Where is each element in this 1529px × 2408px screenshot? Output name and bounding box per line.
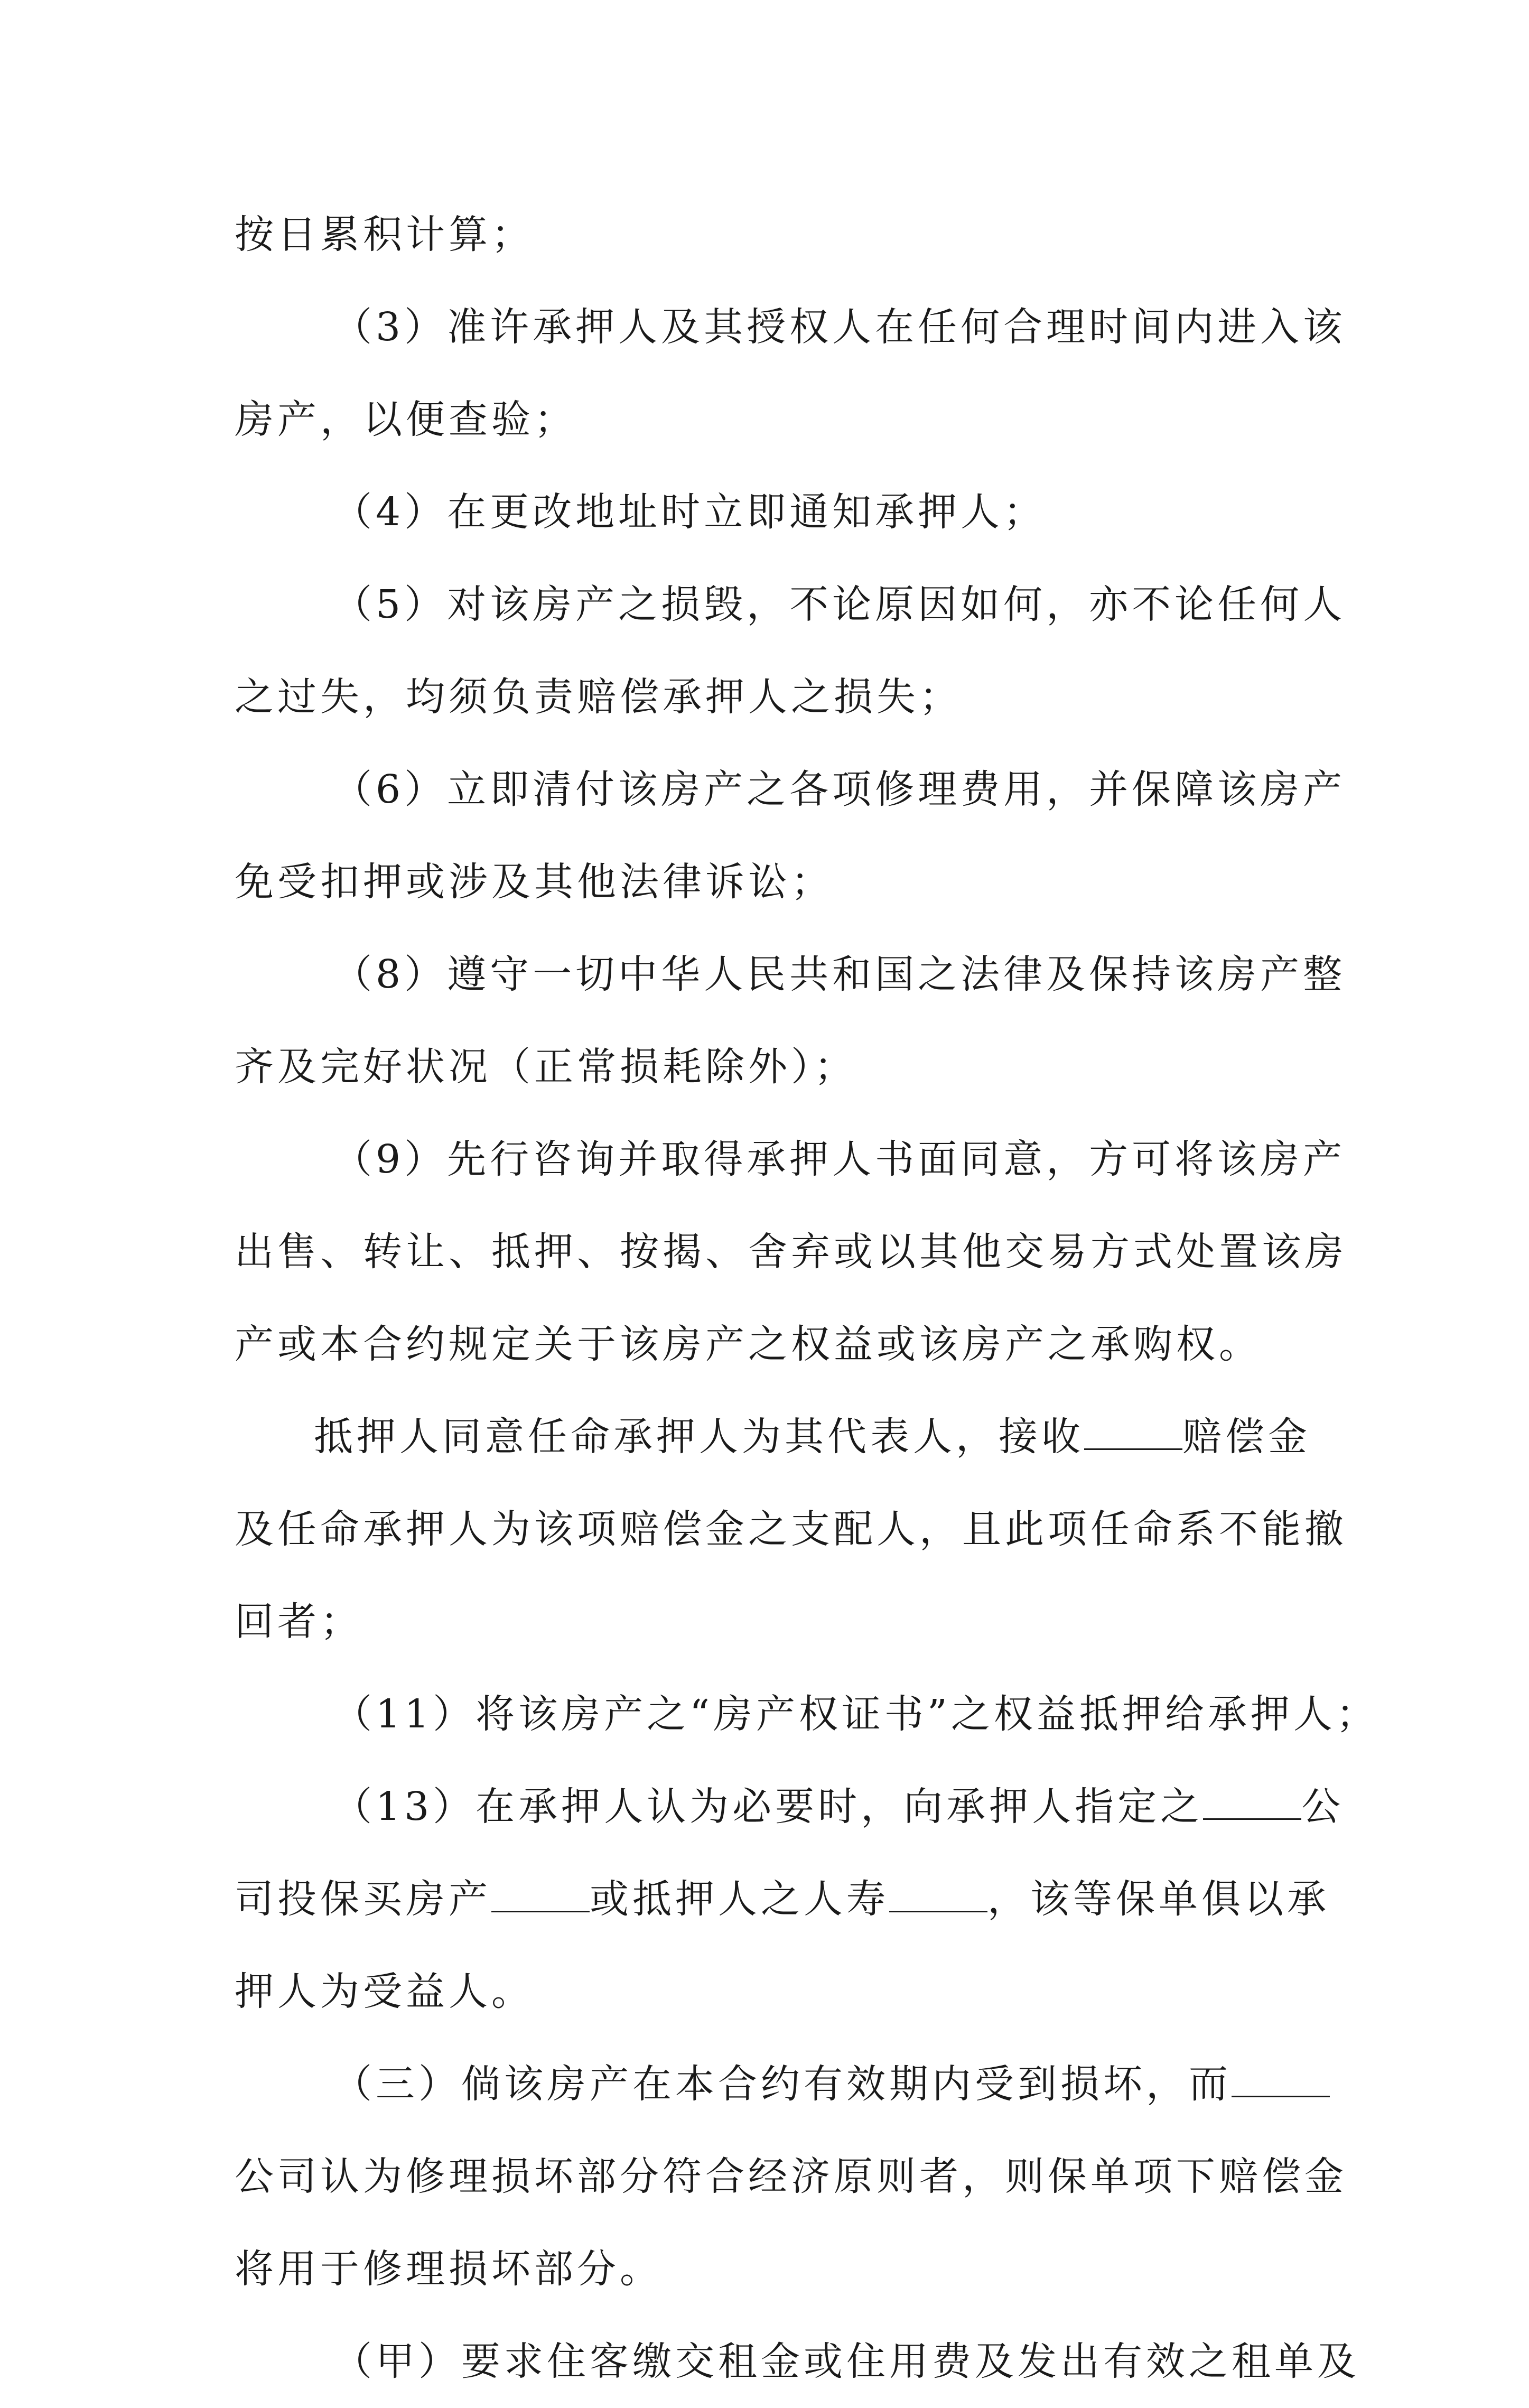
text-line: 按日累积计算； [235, 212, 534, 257]
text-segment: 或抵押人之人寿 [590, 1876, 889, 1922]
clause-3-line: 房产，以便查验； [235, 397, 577, 442]
fill-in-blank [889, 1879, 987, 1912]
clause-4-line: （4）在更改地址时立即通知承押人； [333, 489, 1047, 535]
appointment-paragraph-line [235, 1391, 1311, 1483]
fill-in-blank [1084, 1417, 1182, 1450]
document-body [235, 189, 1379, 2408]
section-3-line [235, 2038, 1307, 2131]
clause-13-line [235, 1761, 1345, 1853]
clause-13-line [235, 1853, 1330, 1946]
text-segment: 赔偿金 [1182, 1414, 1311, 1459]
text-segment: ，该等保单俱以承 [987, 1876, 1330, 1922]
section-3-line: 公司认为修理损坏部分符合经济原则者，则保单项下赔偿金 [235, 2154, 1347, 2199]
clause-9-line: 出售、转让、抵押、按揭、舍弃或以其他交易方式处置该房 [235, 1229, 1347, 1275]
clause-9-line: 产或本合约规定关于该房产之权益或该房产之承购权。 [235, 1322, 1262, 1367]
clause-6-line: （6）立即清付该房产之各项修理费用，并保障该房产 [333, 767, 1346, 812]
clause-8-line: （8）遵守一切中华人民共和国之法律及保持该房产整 [333, 952, 1346, 997]
clause-9-line: （9）先行咨询并取得承押人书面同意，方可将该房产 [333, 1137, 1346, 1182]
fill-in-blank [491, 1879, 590, 1912]
clause-13-line: 押人为受益人。 [235, 1969, 534, 2014]
text-segment: （13）在承押人认为必要时，向承押人指定之 [333, 1784, 1204, 1829]
clause-11-line: （11）将该房产之“房产权证书”之权益抵押给承押人； [333, 1691, 1379, 1737]
clause-3-line: （3）准许承押人及其授权人在任何合理时间内进入该 [333, 304, 1346, 350]
text-segment: 抵押人同意任命承押人为其代表人，接收 [314, 1414, 1084, 1459]
appointment-paragraph-line: 回者； [235, 1599, 363, 1644]
text-segment: 司投保买房产 [235, 1876, 491, 1922]
section-a-line: （甲）要求住客缴交租金或住用费及发出有效之租单及 [333, 2339, 1360, 2384]
text-segment: 公 [1301, 1784, 1345, 1829]
clause-6-line: 免受扣押或涉及其他法律诉讼； [235, 859, 834, 905]
clause-5-line: （5）对该房产之损毁，不论原因如何，亦不论任何人 [333, 582, 1346, 627]
fill-in-blank [1232, 2064, 1330, 2097]
clause-8-line: 齐及完好状况（正常损耗除外）； [235, 1044, 857, 1090]
section-3-line: 将用于修理损坏部分。 [235, 2246, 663, 2292]
appointment-paragraph-line: 及任命承押人为该项赔偿金之支配人，且此项任命系不能撤 [235, 1507, 1347, 1552]
text-segment: （三）倘该房产在本合约有效期内受到损坏，而 [333, 2061, 1232, 2107]
fill-in-blank [1203, 1787, 1301, 1820]
clause-5-line: 之过失，均须负责赔偿承押人之损失； [235, 674, 962, 720]
